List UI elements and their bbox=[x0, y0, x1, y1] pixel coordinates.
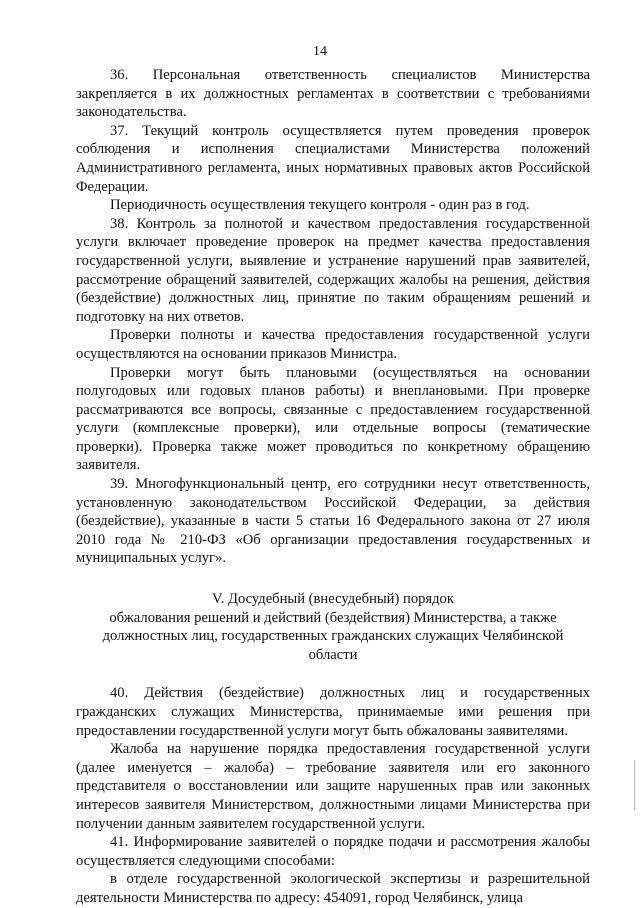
section-spacer bbox=[76, 664, 590, 684]
section-heading-line: области bbox=[308, 646, 358, 663]
paragraph-37: 37. Текущий контроль осуществляется путем проведения проверок соблюдения и исполнения специалистами Министерства положений Административного регламента, иных нормативных правовых актов Российской Федерации. bbox=[76, 122, 590, 195]
paragraph-36: 36. Персональная ответственность специалистов Министерства закрепляется в их должностных регламентах в соответствии с требованиями законодательства. bbox=[76, 67, 590, 121]
paragraph-control-frequency: Периодичность осуществления текущего контроля - один раз в год. bbox=[110, 197, 530, 214]
paragraph-39: 39. Многофункциональный центр, его сотрудники несут ответственность, установленную законодательством Российской Федерации, за действия (бездействие), указанные в части 5 статьи 16 Федерального закона от 27 июля 2010 года № 210-ФЗ «Об организации предоставления государственных и муниципальных услуг». bbox=[76, 476, 590, 567]
scan-margin-mark bbox=[634, 760, 635, 810]
document-body bbox=[76, 66, 590, 908]
paragraph-inspections-basis: Проверки полноты и качества предоставления государственной услуги осуществляются на основании приказов Министра. bbox=[76, 327, 590, 362]
section-heading-line: обжалования решений и действий (бездействия) Министерства, а также bbox=[109, 609, 557, 626]
paragraph-inspection-types: Проверки могут быть плановыми (осуществляться на основании полугодовых или годовых планов работы) и внеплановыми. При проверке рассматриваются все вопросы, связанные с предоставлением государственной услуги (комплексные проверки), или отдельные вопросы (тематические проверки). Проверка также может проводиться по конкретному обращению заявителя. bbox=[76, 364, 590, 474]
paragraph-41: 41. Информирование заявителей о порядке подачи и рассмотрения жалобы осуществляется следующими способами: bbox=[76, 834, 590, 869]
page-number: 14 bbox=[313, 44, 327, 59]
section-heading-line: должностных лиц, государственных гражданских служащих Челябинской bbox=[102, 628, 564, 645]
paragraph-40: 40. Действия (бездействие) должностных лиц и государственных гражданских служащих Министерства, принимаемые ими решения при предоставлении государственной услуги могут быть обжалованы заявителями. bbox=[76, 685, 590, 739]
section-heading-line: V. Досудебный (внесудебный) порядок bbox=[212, 591, 454, 608]
section-heading bbox=[76, 590, 590, 664]
paragraph-38: 38. Контроль за полнотой и качеством предоставления государственной услуги включает проведение проверок на предмет качества предоставления государственной услуги, выявление и устранение нарушений прав заявителей, рассмотрение обращений заявителей, содержащих жалобы на решения, действия (бездействие) должностных лиц, принятие по таким обращениям решений и подготовку на них ответов. bbox=[76, 215, 590, 325]
paragraph-department-address: в отделе государственной экологической экспертизы и разрешительной деятельности Министерства по адресу: 454091, город Челябинск, улица bbox=[76, 871, 590, 906]
paragraph-complaint-definition: Жалоба на нарушение порядка предоставления государственной услуги (далее именуется – жалоба) – требование заявителя или его законного представителя о восстановлении или защите нарушенных прав или законных интересов заявителя Министерством, должностными лицами Министерства при получении данным заявителем государственной услуги. bbox=[76, 741, 590, 832]
